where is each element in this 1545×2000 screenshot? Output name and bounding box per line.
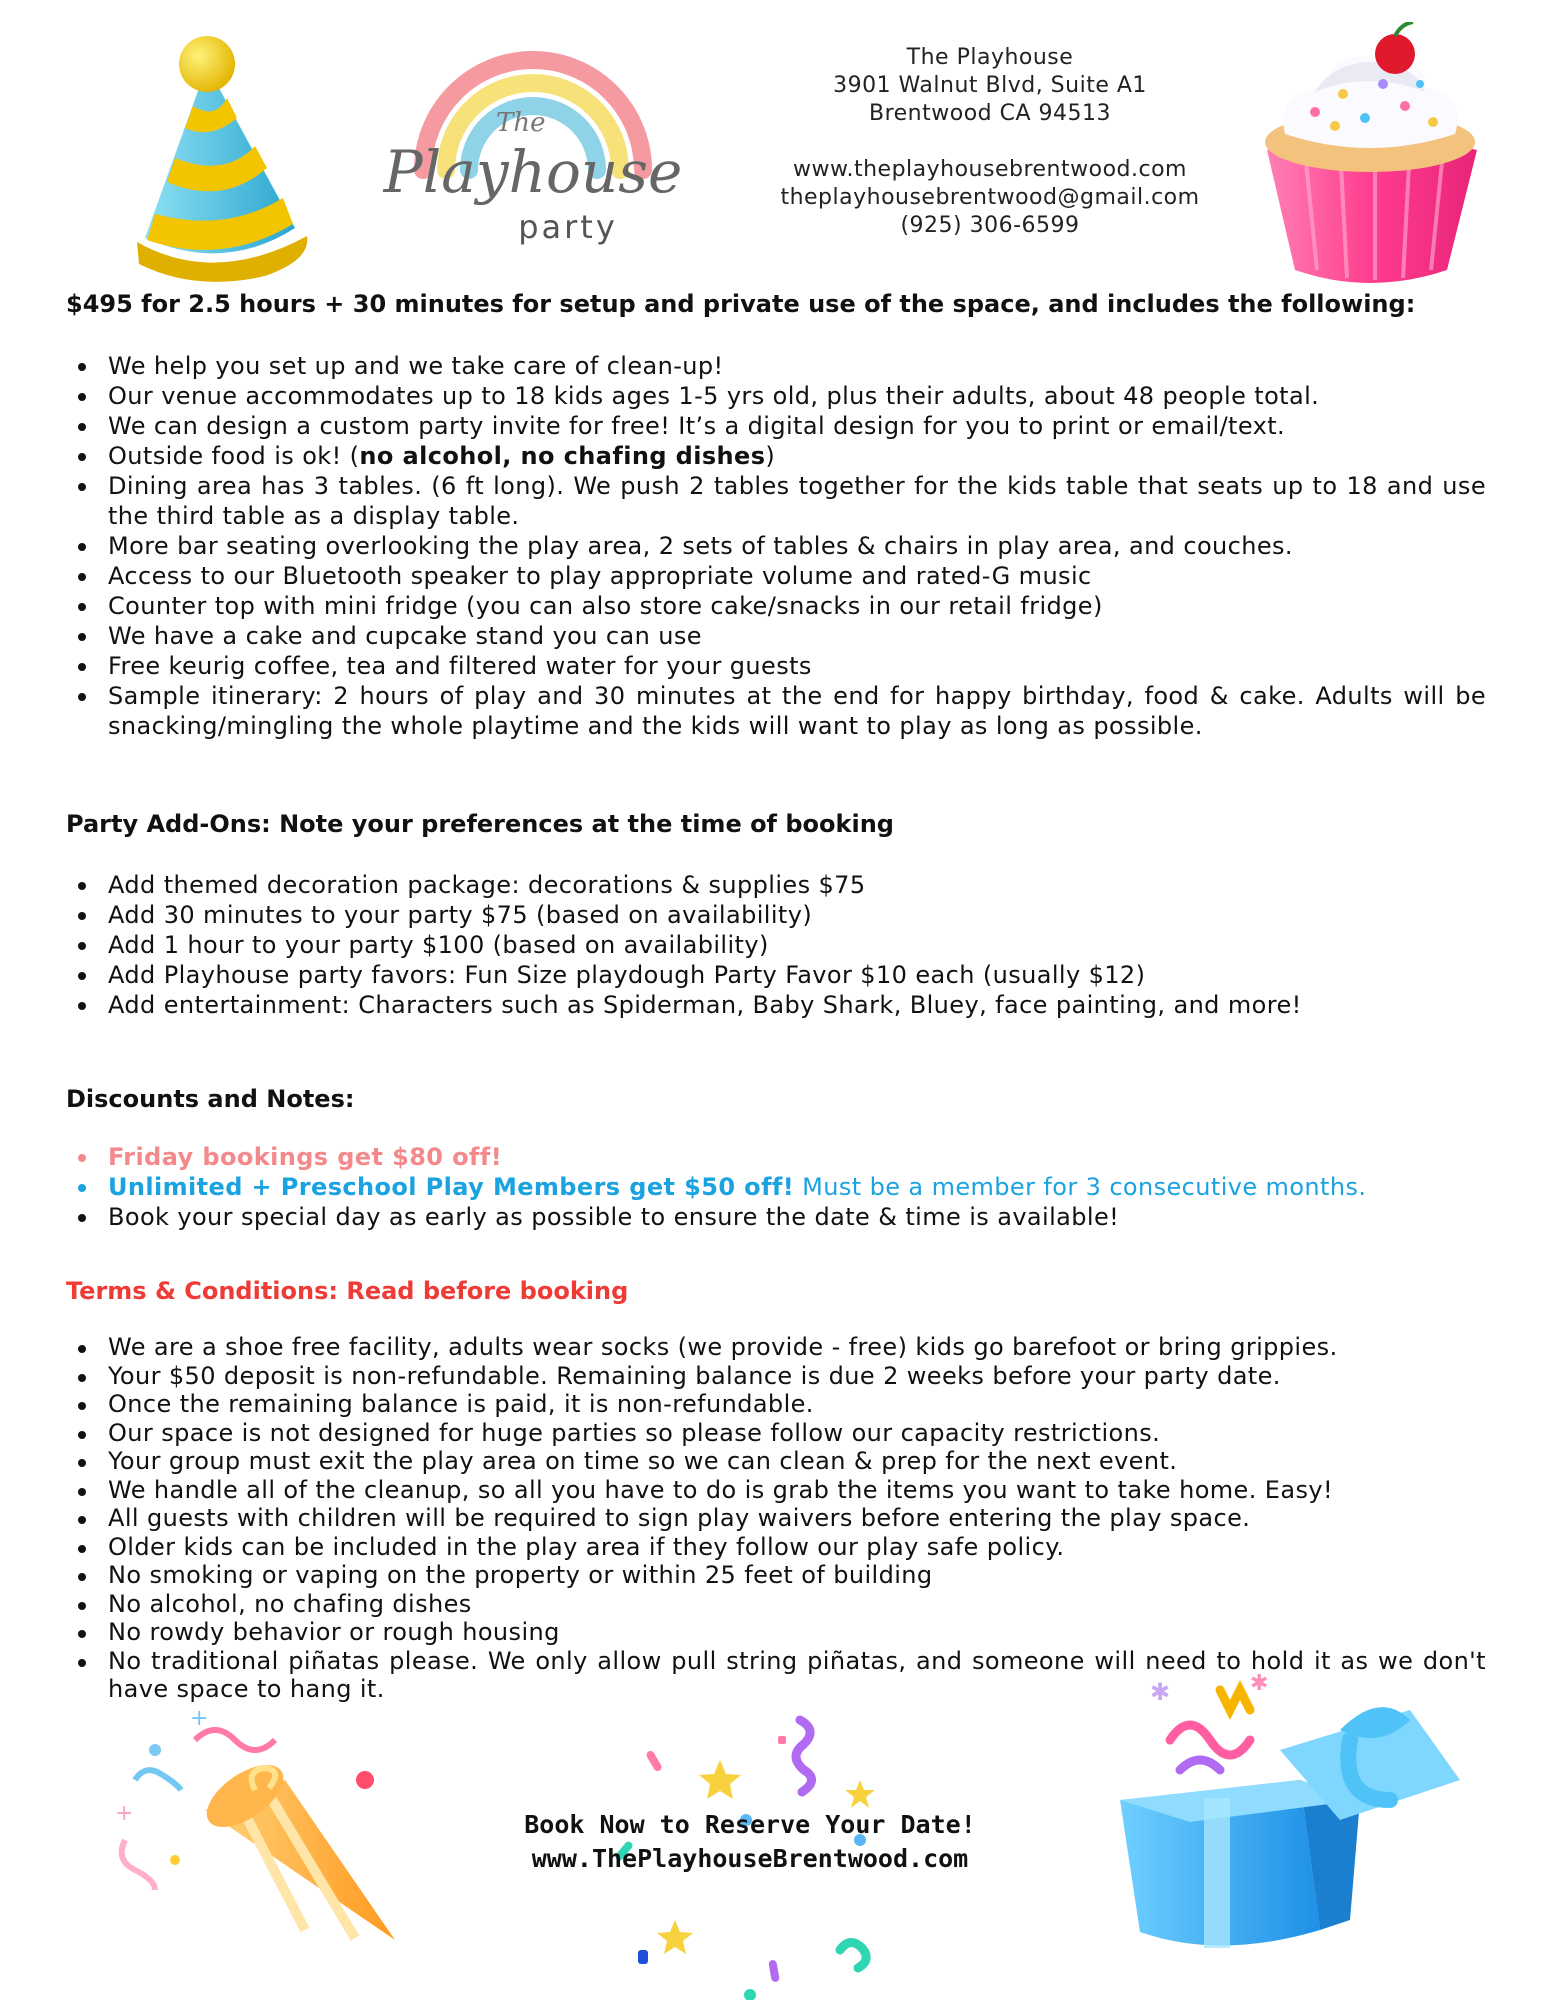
package-headline: $495 for 2.5 hours + 30 minutes for setup and private use of the space, and includes the following:	[66, 290, 1416, 318]
cupcake-icon	[1255, 22, 1485, 290]
list-item: Your group must exit the play area on time so we can clean & prep for the next event.	[66, 1447, 1486, 1476]
discounts-heading: Discounts and Notes:	[66, 1085, 355, 1113]
party-popper-icon	[95, 1700, 425, 1960]
svg-text:+: +	[115, 1801, 134, 1826]
address-line-2: Brentwood CA 94513	[868, 101, 1112, 126]
list-item: Add 1 hour to your party $100 (based on availability)	[66, 930, 1486, 960]
list-item: Add themed decoration package: decorations & supplies $75	[66, 870, 1486, 900]
footer-website-link[interactable]: www.ThePlayhouseBrentwood.com	[531, 1844, 969, 1873]
list-item: Add entertainment: Characters such as Spiderman, Baby Shark, Bluey, face painting, and more!	[66, 990, 1486, 1020]
list-item: No smoking or vaping on the property or within 25 feet of building	[66, 1561, 1486, 1590]
list-item: All guests with children will be required to sign play waivers before entering the play space.	[66, 1504, 1486, 1533]
list-item: Add Playhouse party favors: Fun Size playdough Party Favor $10 each (usually $12)	[66, 960, 1486, 990]
gift-box-icon	[1110, 1670, 1470, 1960]
member-discount-note: Must be a member for 3 consecutive months.	[802, 1173, 1367, 1201]
friday-discount	[66, 1142, 1486, 1172]
list-item: Our space is not designed for huge parties so please follow our capacity restrictions.	[66, 1419, 1486, 1448]
food-text-end: )	[765, 442, 776, 470]
list-item: Counter top with mini fridge (you can also store cake/snacks in our retail fridge)	[66, 591, 1486, 621]
food-restriction: no alcohol, no chafing dishes	[359, 442, 766, 470]
email-link[interactable]: theplayhousebrentwood@gmail.com	[780, 185, 1200, 210]
list-item	[66, 441, 1486, 471]
list-item: No alcohol, no chafing dishes	[66, 1590, 1486, 1619]
logo	[368, 30, 698, 250]
list-item: Sample itinerary: 2 hours of play and 30 minutes at the end for happy birthday, food & cake. Adults will be snacking/mingling the whole playtime and the kids will want to play as long as possible.	[66, 681, 1486, 741]
svg-text:✱: ✱	[1150, 1678, 1171, 1706]
logo-playhouse: Playhouse	[383, 138, 683, 206]
svg-text:✱: ✱	[1250, 1671, 1269, 1696]
list-item: Access to our Bluetooth speaker to play appropriate volume and rated-G music	[66, 561, 1486, 591]
footer-cta	[470, 1808, 1030, 1876]
package-list	[66, 351, 1486, 741]
terms-heading: Terms & Conditions: Read before booking	[66, 1277, 629, 1305]
footer-cta-text: Book Now to Reserve Your Date!	[524, 1810, 976, 1839]
website-link[interactable]: www.theplayhousebrentwood.com	[793, 157, 1187, 182]
list-item: We handle all of the cleanup, so all you have to do is grab the items you want to take home. Easy!	[66, 1476, 1486, 1505]
list-item: No rowdy behavior or rough housing	[66, 1618, 1486, 1647]
addons-heading: Party Add-Ons: Note your preferences at the time of booking	[66, 810, 894, 838]
addons-list	[66, 870, 1486, 1020]
list-item: Your $50 deposit is non-refundable. Remaining balance is due 2 weeks before your party date.	[66, 1362, 1486, 1391]
list-item: We help you set up and we take care of clean-up!	[66, 351, 1486, 381]
list-item: We are a shoe free facility, adults wear socks (we provide - free) kids go barefoot or bring grippies.	[66, 1333, 1486, 1362]
logo-the: The	[496, 108, 546, 138]
list-item: We can design a custom party invite for free! It’s a digital design for you to print or email/text.	[66, 411, 1486, 441]
logo-party: party	[518, 208, 618, 246]
friday-discount-text: Friday bookings get $80 off!	[108, 1143, 503, 1171]
phone-number[interactable]: (925) 306-6599	[900, 213, 1080, 238]
list-item: Book your special day as early as possible to ensure the date & time is available!	[66, 1202, 1486, 1232]
address-line-1: 3901 Walnut Blvd, Suite A1	[833, 73, 1147, 98]
list-item: Older kids can be included in the play area if they follow our play safe policy.	[66, 1533, 1486, 1562]
food-text: Outside food is ok! (	[108, 442, 360, 470]
svg-text:+: +	[190, 1706, 209, 1731]
terms-list	[66, 1333, 1486, 1704]
list-item: No traditional piñatas please. We only allow pull string piñatas, and someone will need to hold it as we don't have space to hang it.	[66, 1647, 1486, 1704]
member-discount-text: Unlimited + Preschool Play Members get $50 off!	[108, 1173, 795, 1201]
list-item: Add 30 minutes to your party $75 (based on availability)	[66, 900, 1486, 930]
list-item: Free keurig coffee, tea and filtered water for your guests	[66, 651, 1486, 681]
list-item: More bar seating overlooking the play area, 2 sets of tables & chairs in play area, and couches.	[66, 531, 1486, 561]
list-item: Our venue accommodates up to 18 kids ages 1-5 yrs old, plus their adults, about 48 people total.	[66, 381, 1486, 411]
business-name: The Playhouse	[906, 45, 1074, 70]
list-item: Dining area has 3 tables. (6 ft long). We push 2 tables together for the kids table that seats up to 18 and use the third table as a display table.	[66, 471, 1486, 531]
list-item: We have a cake and cupcake stand you can use	[66, 621, 1486, 651]
discounts-list	[66, 1142, 1486, 1232]
list-item: Once the remaining balance is paid, it is non-refundable.	[66, 1390, 1486, 1419]
member-discount	[66, 1172, 1486, 1202]
party-hat-icon	[115, 28, 315, 286]
contact-block	[760, 44, 1220, 240]
